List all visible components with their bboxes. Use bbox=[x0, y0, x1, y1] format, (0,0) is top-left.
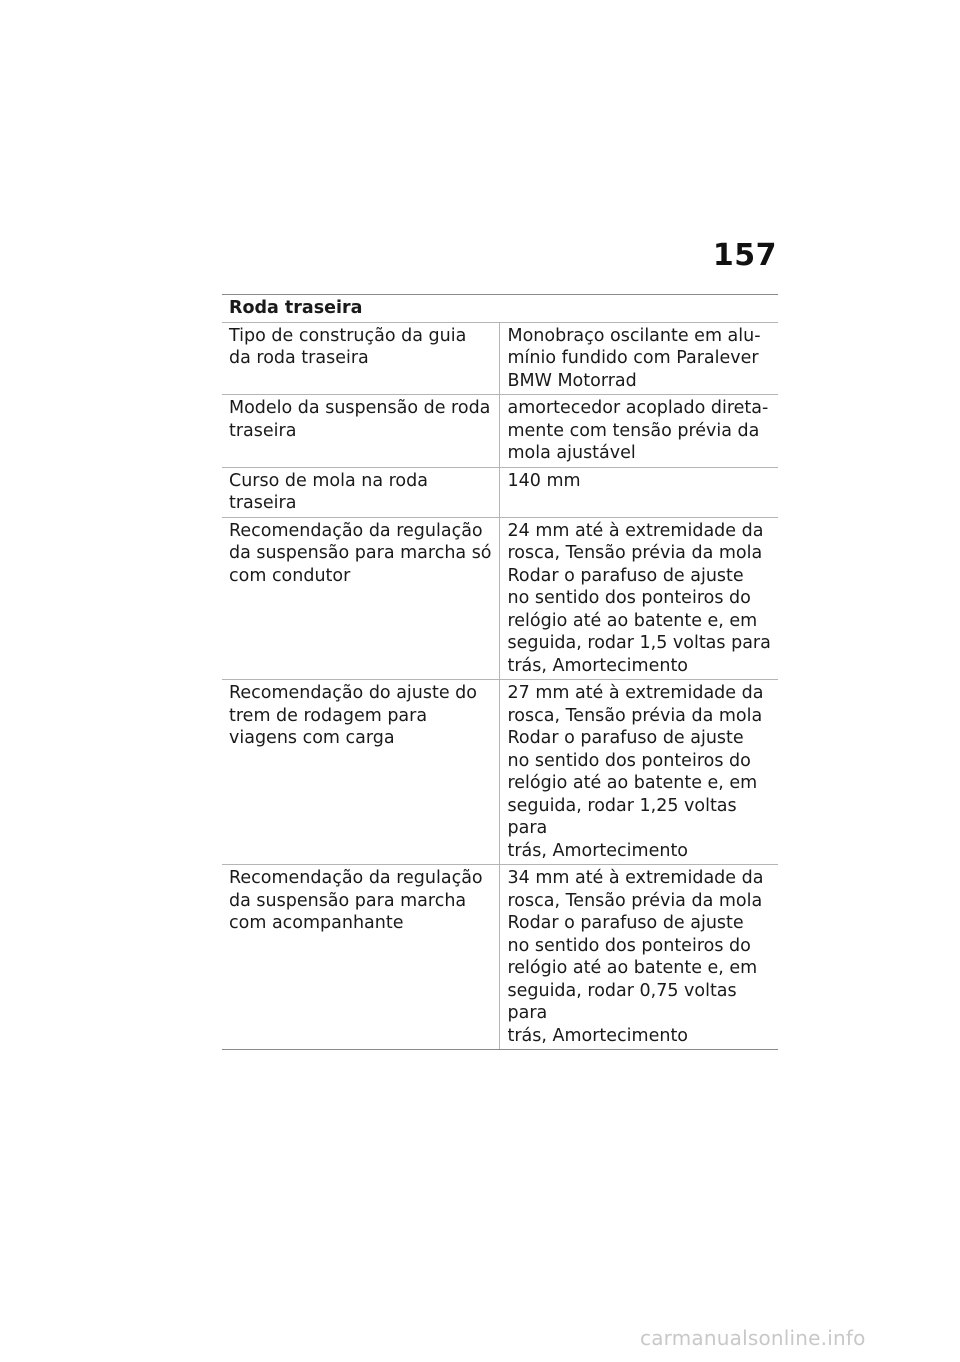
value-line: 24 mm até à extremidade da bbox=[507, 520, 764, 541]
table-row bbox=[222, 680, 778, 865]
value-line: no sentido dos ponteiros do bbox=[507, 588, 751, 608]
value-line: trás, Amortecimento bbox=[507, 655, 689, 676]
row-label: Recomendação do ajuste do trem de rodagem para viagens com carga bbox=[222, 680, 500, 865]
value-line: BMW Motorrad bbox=[507, 370, 637, 391]
value-line: trás, Amortecimento bbox=[507, 840, 689, 861]
value-line: seguida, rodar 1,5 voltas para bbox=[507, 633, 771, 653]
page-number: 157 bbox=[712, 238, 777, 273]
value-line: relógio até ao batente e, em bbox=[507, 773, 758, 793]
value-line: trás, Amortecimento bbox=[507, 1025, 689, 1046]
value-line: Rodar o parafuso de ajuste bbox=[507, 565, 744, 586]
value-line: 34 mm até à extremidade da bbox=[507, 868, 764, 888]
table-row bbox=[222, 517, 778, 680]
value-line: mente com tensão prévia da bbox=[507, 420, 760, 441]
row-label: Curso de mola na roda traseira bbox=[222, 467, 500, 517]
section-title: Roda traseira bbox=[222, 295, 778, 323]
table-row bbox=[222, 322, 778, 395]
table-row bbox=[222, 467, 778, 517]
row-value bbox=[500, 517, 778, 680]
row-value bbox=[500, 322, 778, 395]
row-value bbox=[500, 865, 778, 1050]
row-label: Recomendação da regulação da suspensão para marcha com acompanhante bbox=[222, 865, 500, 1050]
value-line: relógio até ao batente e, em bbox=[507, 958, 758, 978]
value-line: seguida, rodar 0,75 voltas para bbox=[507, 980, 737, 1023]
value-line: no sentido dos ponteiros do bbox=[507, 935, 751, 956]
value-line: rosca, Tensão prévia da mola bbox=[507, 543, 763, 563]
watermark-text: carmanualsonline.info bbox=[640, 1326, 866, 1350]
value-line: seguida, rodar 1,25 voltas para bbox=[507, 795, 737, 838]
value-line: 140 mm bbox=[507, 470, 581, 491]
table-header-row bbox=[222, 295, 778, 323]
value-line: amortecedor acoplado direta- bbox=[507, 398, 769, 418]
row-label: Tipo de construção da guia da roda traseira bbox=[222, 322, 500, 395]
value-line: 27 mm até à extremidade da bbox=[507, 683, 764, 703]
value-line: Monobraço oscilante em alu- bbox=[507, 325, 761, 346]
table-row bbox=[222, 865, 778, 1050]
row-value bbox=[500, 680, 778, 865]
value-line: mínio fundido com Paralever bbox=[507, 348, 759, 368]
value-line: rosca, Tensão prévia da mola bbox=[507, 705, 763, 726]
value-line: Rodar o parafuso de ajuste bbox=[507, 728, 744, 748]
table-row bbox=[222, 395, 778, 468]
row-value bbox=[500, 467, 778, 517]
row-value bbox=[500, 395, 778, 468]
value-line: relógio até ao batente e, em bbox=[507, 610, 758, 631]
value-line: mola ajustável bbox=[507, 443, 636, 463]
value-line: no sentido dos ponteiros do bbox=[507, 750, 751, 771]
value-line: Rodar o parafuso de ajuste bbox=[507, 913, 744, 933]
row-label: Recomendação da regulação da suspensão para marcha só com condutor bbox=[222, 517, 500, 680]
value-line: rosca, Tensão prévia da mola bbox=[507, 890, 763, 911]
row-label: Modelo da suspensão de roda traseira bbox=[222, 395, 500, 468]
rear-wheel-spec-table bbox=[222, 294, 778, 1050]
